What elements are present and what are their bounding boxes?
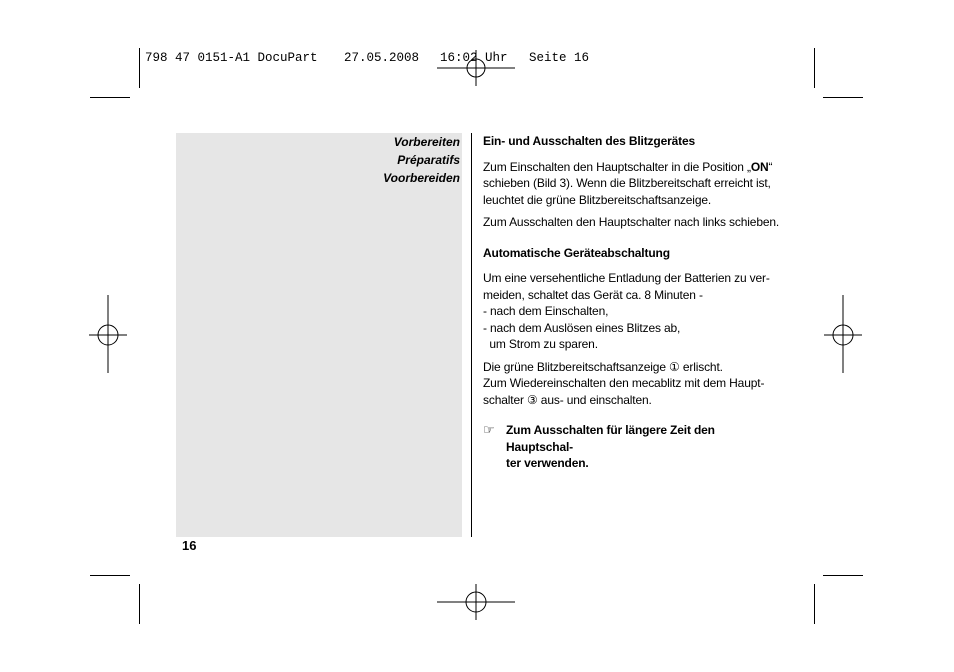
auto-off-line: - nach dem Auslösen eines Blitzes ab,	[483, 320, 681, 335]
section-labels	[383, 133, 460, 187]
auto-off-paragraph-2	[483, 359, 783, 409]
power-text-start: Zum Einschalten den Hauptschalter in die Position „	[483, 159, 751, 174]
on-position-label: ON	[750, 159, 769, 174]
heading-power-switch: Ein- und Ausschalten des Blitzgerätes	[483, 134, 696, 148]
column-divider	[471, 133, 472, 537]
crop-mark-top-right-h	[823, 97, 863, 98]
crop-mark-top-right-v	[814, 48, 815, 88]
main-content	[483, 133, 783, 472]
auto-off-paragraph-1	[483, 270, 783, 353]
auto-off-line: Die grüne Blitzbereitschaftsanzeige ① erlischt.	[483, 359, 723, 374]
page-number: 16	[182, 538, 197, 553]
note-box	[483, 422, 783, 472]
crop-mark-bottom-left-h	[90, 575, 130, 576]
side-label-nl: Voorbereiden	[383, 171, 460, 185]
print-header-page: Seite 16	[529, 51, 590, 65]
power-text-line-2: schieben (Bild 3). Wenn die Blitzbereitschaft erreicht ist,	[483, 176, 771, 190]
crop-mark-bottom-right-h	[823, 575, 863, 576]
print-header-time: 16:02 Uhr	[440, 51, 508, 65]
print-header-date: 27.05.2008	[344, 51, 420, 65]
power-text-line-3: leuchtet die grüne Blitzbereitschaftsanzeige.	[483, 192, 712, 207]
registration-mark-top-icon	[437, 50, 517, 90]
registration-mark-right-icon	[823, 295, 863, 375]
registration-mark-left-icon	[88, 295, 128, 375]
crop-mark-top-left-v	[139, 48, 140, 88]
auto-off-line: Zum Wiedereinschalten den mecablitz mit dem Haupt-	[483, 376, 765, 390]
power-text-quote: “	[768, 159, 773, 174]
note-line: Zum Ausschalten für längere Zeit den Hauptschal-	[506, 423, 715, 454]
crop-mark-bottom-right-v	[814, 584, 815, 624]
side-label-fr: Préparatifs	[397, 153, 460, 167]
power-paragraph-1	[483, 159, 783, 209]
crop-mark-bottom-left-v	[139, 584, 140, 624]
auto-off-line: um Strom zu sparen.	[483, 337, 598, 351]
power-paragraph-2: Zum Ausschalten den Hauptschalter nach links schieben.	[483, 215, 780, 229]
print-header-code: 798 47 0151-A1 DocuPart	[145, 51, 318, 65]
registration-mark-bottom-icon	[437, 584, 517, 624]
note-line: ter verwenden.	[506, 456, 589, 470]
pointing-hand-icon: ☞	[483, 422, 495, 437]
side-label-de: Vorbereiten	[393, 135, 460, 149]
heading-auto-off: Automatische Geräteabschaltung	[483, 245, 670, 260]
auto-off-line: schalter ③ aus- und einschalten.	[483, 392, 652, 407]
auto-off-line: meiden, schaltet das Gerät ca. 8 Minuten -	[483, 287, 703, 302]
crop-mark-top-left-h	[90, 97, 130, 98]
auto-off-line: - nach dem Einschalten,	[483, 304, 609, 318]
sidebar-panel	[176, 133, 462, 537]
auto-off-line: Um eine versehentliche Entladung der Batterien zu ver-	[483, 271, 770, 285]
